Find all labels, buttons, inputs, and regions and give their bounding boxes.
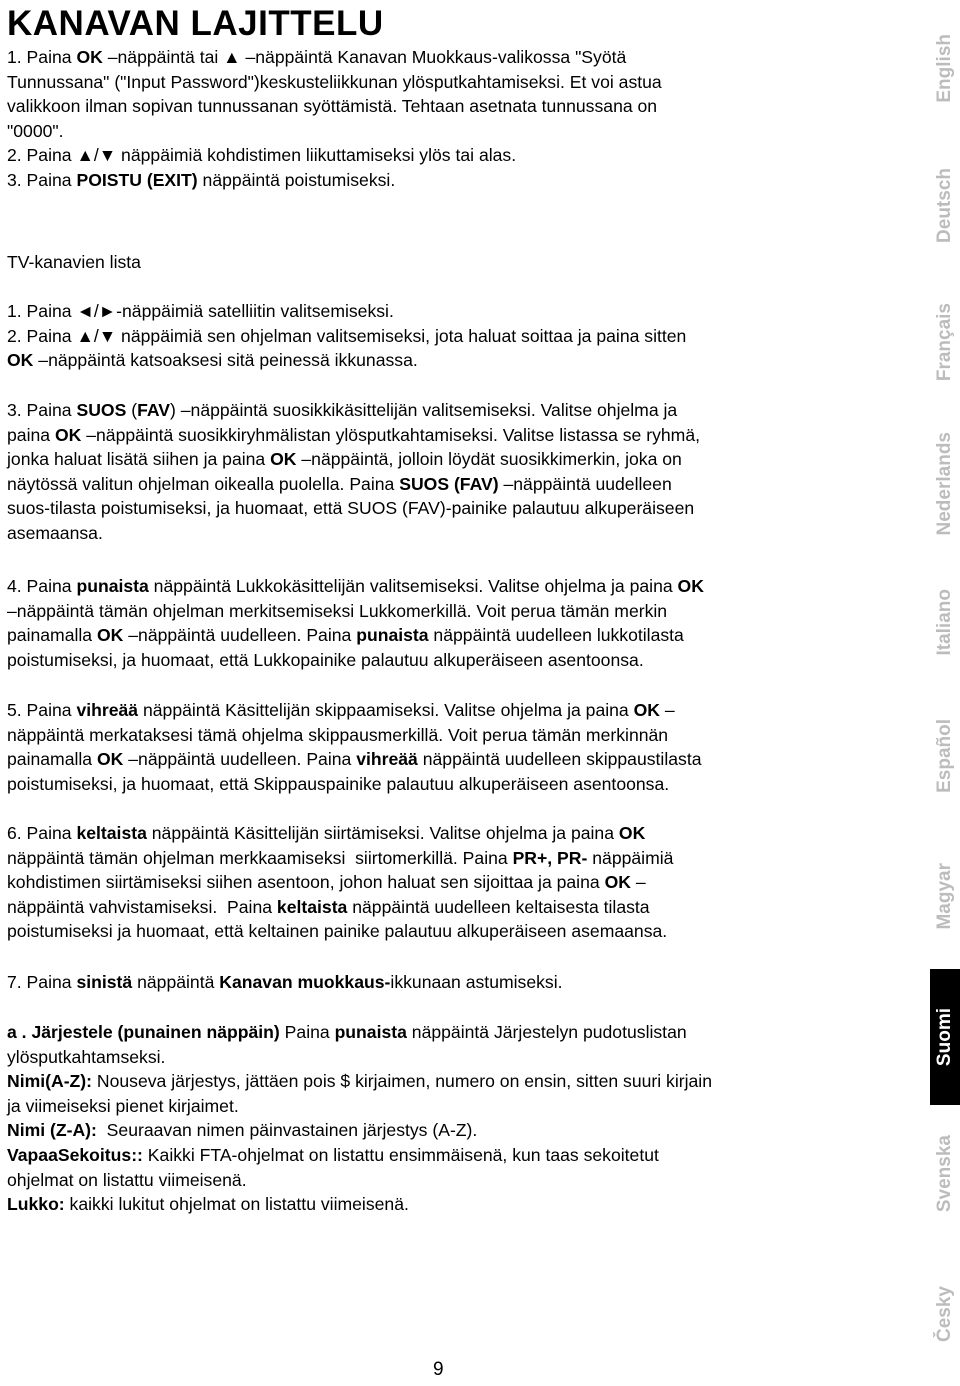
bold-text-run: OK [618,823,646,843]
bold-text-run: OK [7,350,34,371]
language-label: English [934,33,955,103]
paragraph-skip [7,698,907,796]
bold-text-run: POISTU (EXIT) [76,169,198,190]
bold-text-run: Nimi(A-Z): [7,1071,93,1092]
text-run: 7. Paina [7,972,77,992]
text-run: näppäimiä kohdistimen siirtämiseksi siihen asentoon, johon haluat sen sijoittaa ja paina [7,847,674,893]
bold-text-run: Kanavan muokkaus- [219,972,391,992]
text-run: 1. Paina [7,47,77,67]
bold-text-run: OK [54,424,82,445]
page-title: KANAVAN LAJITTELU [7,4,384,43]
language-label: Deutsch [934,167,955,243]
text-run: 6. Paina [7,823,77,843]
bold-text-run: keltaista [276,896,348,917]
bold-text-run: a . Järjestele (punainen näppäin) [7,1022,280,1042]
text-run: näppäintä Käsittelijän siirtämiseksi. Valitse ohjelma ja paina [146,823,619,843]
language-tab-italiano[interactable] [930,558,960,687]
language-tab-deutsch[interactable] [930,137,960,274]
language-tab-nederlands[interactable] [930,411,960,558]
language-label: Magyar [934,863,955,930]
text-run: näppäintä tämän ohjelman merkkaamiseksi siirtomerkillä. Paina [7,847,508,868]
text-run: ikkunaan astumiseksi. [390,972,563,992]
text-run: –näppäintä uudelleen suos-tilasta poistumiseksi, ja huomaat, että SUOS (FAV)-painike palautuu alkuperäiseen asemaansa. [7,473,695,543]
paragraph-lock [7,574,907,672]
bold-text-run: punaista [76,576,149,596]
language-label: Español [934,718,955,793]
bold-text-run: OK [270,449,297,470]
text-run: Seuraavan nimen päinvastainen järjestys (A-Z). [106,1120,478,1141]
bold-text-run: Lukko: [7,1194,65,1215]
bold-text-run: OK [96,625,124,646]
text-run: 1. Paina ◄/►-näppäimiä satelliitin valitsemiseksi. 2. Paina ▲/▼ näppäimiä sen ohjelman valitsemiseksi, jota haluat soittaa ja paina sitten [7,301,687,346]
bold-text-run: PR+, PR- [512,847,588,868]
language-label: Svenska [934,1135,955,1213]
paragraph-sort [7,1020,907,1217]
text-run: –näppäintä tai ▲ –näppäintä Kanavan Muokkaus-valikossa "Syötä Tunnussana" ("Input Password")keskusteliikkunan ylösputkahtamiseksi. Et voi astua valikkoon ilman sopivan tunnussanan syöttämistä. Tehtaan asetnata tunnussana on "0000". 2. Paina ▲/▼ näppäimiä kohdistimen liikuttamiseksi ylös tai alas. 3. Paina [7,47,662,190]
text-run: näppäintä uudelleen lukkotilasta poistumiseksi, ja huomaat, että Lukkopainike palautuu alkuperäiseen asentoonsa. [7,625,684,670]
bold-text-run: OK [76,47,103,67]
text-run: –näppäintä katsoaksesi sitä peinessä ikkunassa. [33,350,418,371]
text-run: –näppäintä suosikkiryhmälistan ylösputkahtamiseksi. Valitse listassa se ryhmä, jonka haluat lisätä siihen ja paina [7,424,700,470]
bold-text-run: punaista [356,625,429,646]
language-label: Italiano [934,588,955,656]
paragraph-password [7,45,907,193]
language-sidebar [930,0,960,1385]
text-run: ) –näppäintä suosikkikäsittelijän valitsemiseksi. Valitse ohjelma ja paina [7,400,678,445]
language-label: Česky [934,1286,955,1342]
bold-text-run: FAV [137,400,170,420]
text-run: 5. Paina [7,700,77,720]
text-run: Paina [279,1022,335,1042]
text-run: näppäintä poistumiseksi. [197,169,396,190]
page-number: 9 [433,1359,444,1380]
text-run: Kaikki FTA-ohjelmat on listattu ensimmäisenä, kun taas sekoitetut ohjelmat on listattu viimeisenä. [7,1144,659,1190]
language-tab-suomi[interactable] [930,969,960,1106]
text-run: –näppäintä tämän ohjelman merkitsemiseksi Lukkomerkillä. Voit perua tämän merkin painamalla [7,600,668,646]
section-heading [7,250,907,275]
paragraph-move [7,821,907,944]
text-run: Nouseva järjestys, jättäen pois $ kirjaimen, numero on ensin, sitten suuri kirjain ja viimeiseksi pienet kirjaimet. [7,1071,712,1116]
language-tab-francais[interactable] [930,274,960,411]
language-tab-english[interactable] [930,0,960,137]
text-run: – näppäintä vahvistamiseksi. Paina [7,872,646,917]
text-run: näppäintä uudelleen skippaustilasta poistumiseksi, ja huomaat, että Skippauspainike palautuu alkuperäiseen asentoonsa. [7,749,702,794]
language-tab-espanol[interactable] [930,687,960,825]
bold-text-run: OK [633,700,660,720]
text-run: –näppäintä uudelleen. Paina [123,625,357,646]
bold-text-run: vihreää [76,700,139,720]
bold-text-run: sinistä [76,972,133,992]
bold-text-run: SUOS (FAV) [399,473,499,494]
text-run: 3. Paina [7,400,77,420]
bold-text-run: vihreää [356,749,418,770]
text-run: –näppäintä uudelleen. Paina [123,749,357,770]
text-run: näppäintä Käsittelijän skippaamiseksi. Valitse ohjelma ja paina [138,700,634,720]
text-run: kaikki lukitut ohjelmat on listattu viimeisenä. [64,1194,409,1215]
language-label: Français [934,302,955,382]
bold-text-run: OK [96,749,124,770]
bold-text-run: punaista [334,1022,407,1042]
text-run: 4. Paina [7,576,77,596]
paragraph-channel-list [7,299,907,373]
text-run: TV-kanavien lista [7,252,141,272]
bold-text-run: VapaaSekoitus:: [7,1144,143,1165]
bold-text-run: OK [604,872,631,893]
bold-text-run: keltaista [76,823,147,843]
text-run: näppäintä Lukkokäsittelijän valitsemiseksi. Valitse ohjelma ja paina [148,576,678,596]
text-run: näppäintä Järjestelyn pudotuslistan ylösputkahtamseksi. [7,1022,687,1067]
text-run: – näppäintä merkataksesi tämä ohjelma skippausmerkillä. Voit perua tämän merkinnän painamalla [7,700,675,770]
language-label: Nederlands [934,432,955,536]
text-run: näppäintä [132,972,220,992]
bold-text-run: SUOS [76,400,127,420]
language-tab-svenska[interactable] [930,1106,960,1243]
language-label: Suomi [934,1007,955,1067]
bold-text-run: Nimi (Z-A): [7,1120,97,1141]
language-tab-cesky[interactable] [930,1243,960,1386]
bold-text-run: OK [677,576,704,596]
paragraph-edit [7,970,907,995]
language-tab-magyar[interactable] [930,825,960,969]
text-run: näppäintä uudelleen keltaisesta tilasta poistumiseksi ja huomaat, että keltainen painike palautuu alkuperäiseen asemaansa. [7,896,668,942]
text-run: –näppäintä, jolloin löydät suosikkimerkin, joka on näytössä valitun ohjelman oikealla puolella. Paina [7,449,682,494]
text-run: ( [126,400,138,420]
paragraph-favorites [7,398,907,546]
